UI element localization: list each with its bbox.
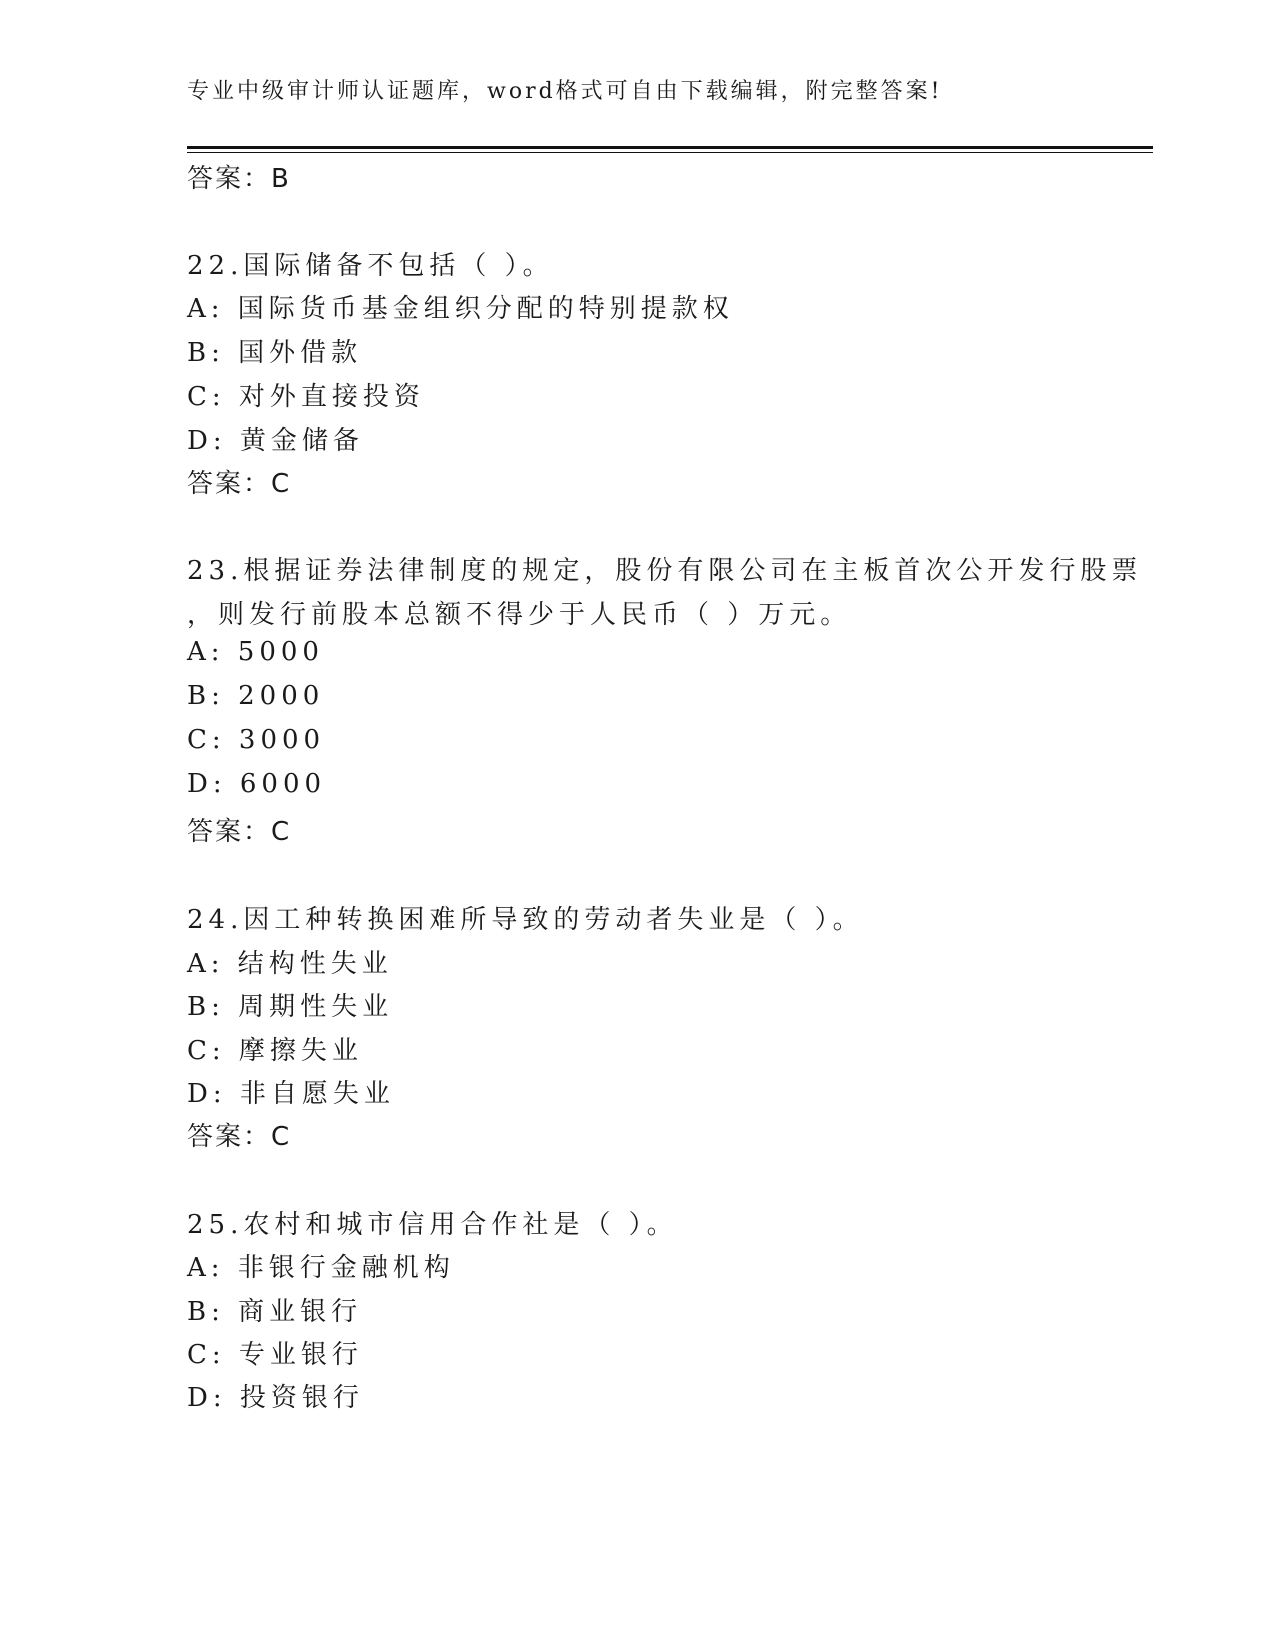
question-23-stem: 23.根据证券法律制度的规定，股份有限公司在主板首次公开发行股票 [187,556,1143,586]
question-24-option-c: C: 摩擦失业 [187,1036,363,1066]
question-22-option-c: C: 对外直接投资 [187,382,425,412]
question-23-option-a: A: 5000 [187,637,324,667]
question-25-stem: 25.农村和城市信用合作社是（ ）。 [187,1210,678,1240]
question-25-option-b: B: 商业银行 [187,1297,363,1327]
question-23-option-b: B: 2000 [187,681,325,711]
page-header: 专业中级审计师认证题库，word格式可自由下载编辑，附完整答案! [187,79,943,104]
header-rule-thin [187,152,1153,153]
question-22-stem: 22.国际储备不包括（ ）。 [187,251,554,281]
question-24-stem: 24.因工种转换困难所导致的劳动者失业是（ ）。 [187,905,864,935]
previous-answer: 答案：B [187,164,291,194]
question-24-option-d: D: 非自愿失业 [187,1079,395,1109]
question-22-option-a: A: 国际货币基金组织分配的特别提款权 [187,294,734,324]
question-22-option-d: D: 黄金储备 [187,426,364,456]
question-23-answer: 答案：C [187,817,292,847]
header-rule [187,146,1153,149]
question-24-answer: 答案：C [187,1122,292,1152]
question-23-option-d: D: 6000 [187,769,327,799]
question-22-option-b: B: 国外借款 [187,338,363,368]
question-24-option-b: B: 周期性失业 [187,992,394,1022]
question-23-stem-cont: ，则发行前股本总额不得少于人民币（ ）万元。 [187,600,852,630]
question-25-option-c: C: 专业银行 [187,1340,363,1370]
question-23-option-c: C: 3000 [187,725,326,755]
question-25-option-a: A: 非银行金融机构 [187,1253,455,1283]
question-22-answer: 答案：C [187,469,292,499]
question-24-option-a: A: 结构性失业 [187,949,393,979]
question-25-option-d: D: 投资银行 [187,1383,364,1413]
